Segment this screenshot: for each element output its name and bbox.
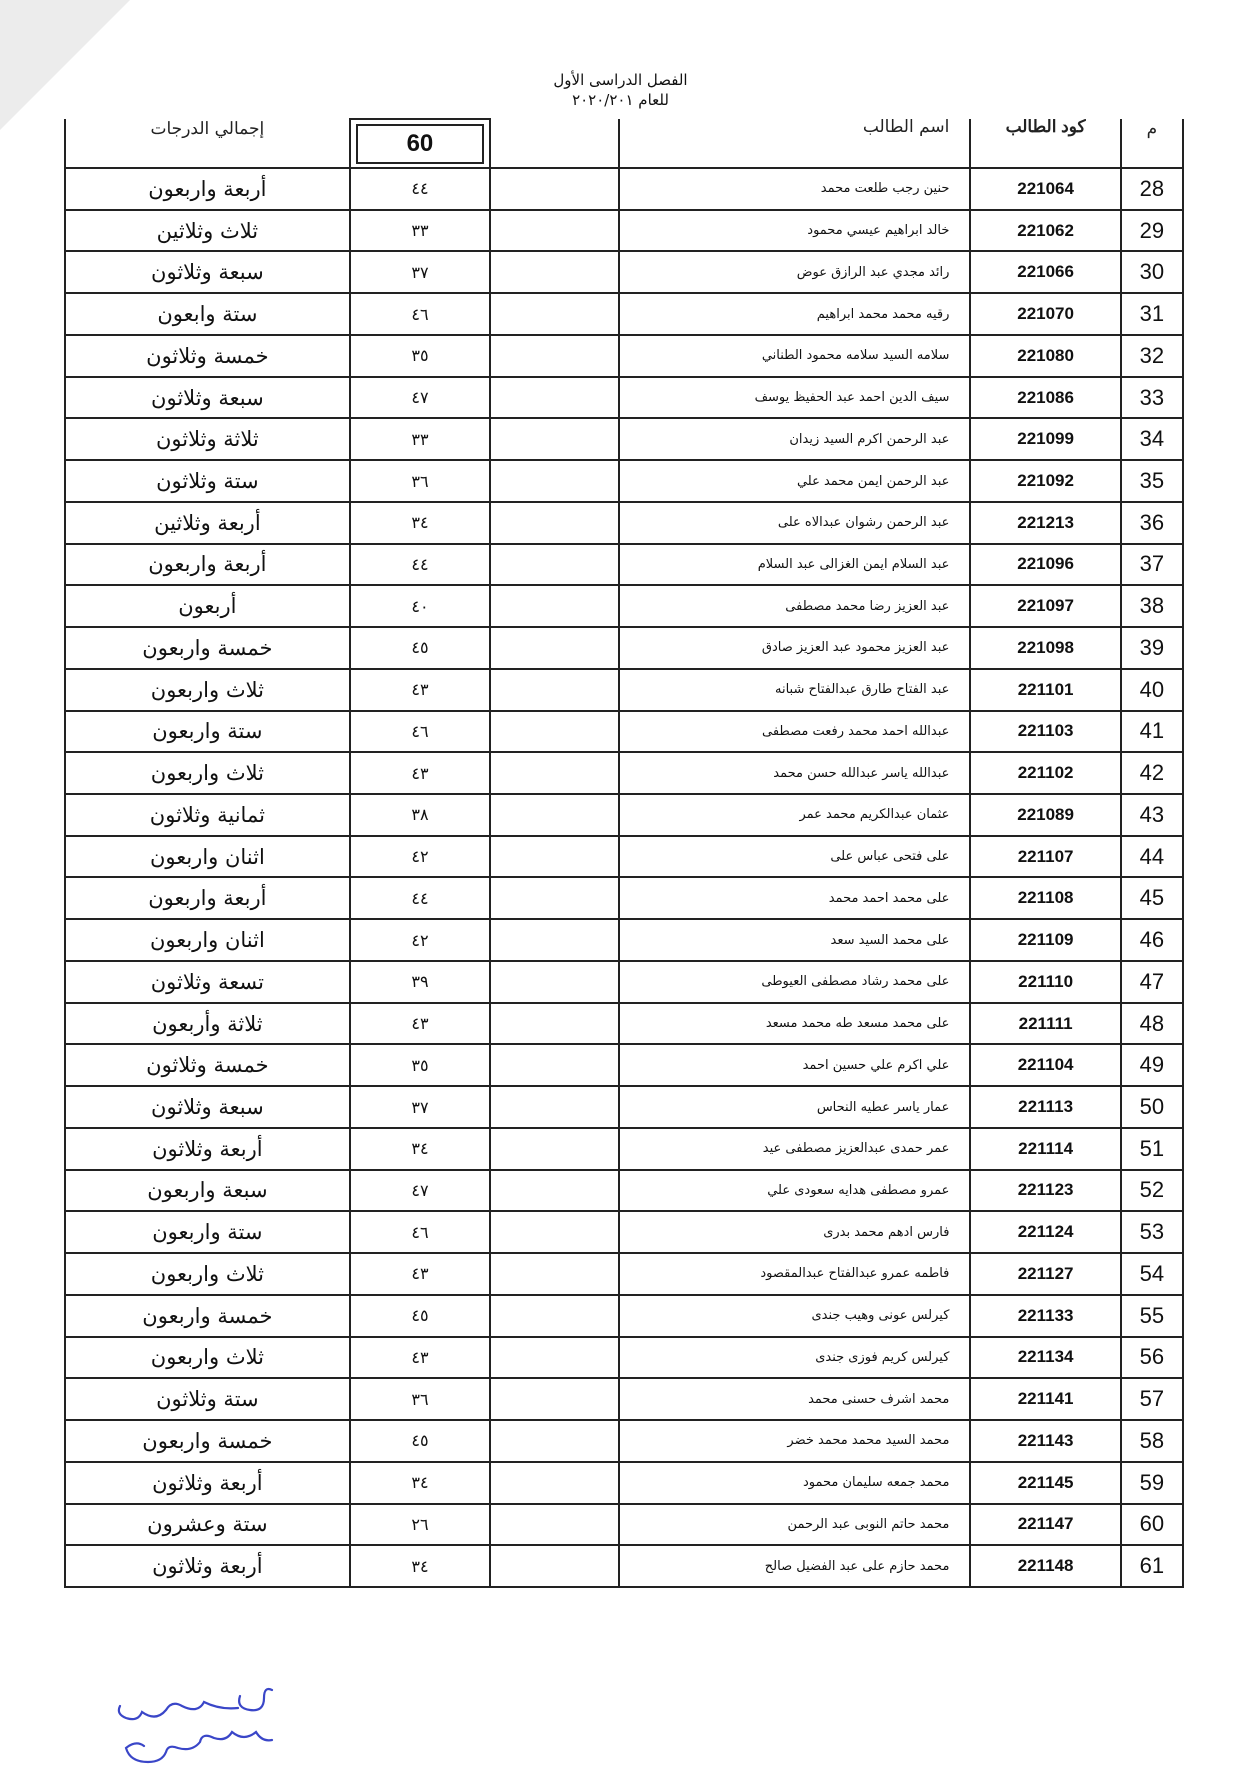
- row-total-words: ثلاث واربعون: [65, 752, 350, 794]
- row-student-code: 221148: [970, 1545, 1120, 1587]
- row-total-words: ستة واربعون: [65, 711, 350, 753]
- row-total-words: خمسة وثلاثون: [65, 335, 350, 377]
- row-serial-number: 34: [1121, 418, 1183, 460]
- row-blank-cell: [490, 168, 619, 210]
- row-student-code: 221086: [970, 377, 1120, 419]
- row-total-grade: ٣٤: [350, 1545, 490, 1587]
- row-blank-cell: [490, 1003, 619, 1045]
- table-row: [65, 752, 1183, 794]
- row-total-grade: ٤٣: [350, 1337, 490, 1379]
- row-serial-number: 46: [1121, 919, 1183, 961]
- row-total-grade: ٣٥: [350, 1044, 490, 1086]
- row-blank-cell: [490, 627, 619, 669]
- row-student-code: 221104: [970, 1044, 1120, 1086]
- row-blank-cell: [490, 711, 619, 753]
- row-student-name: سيف الدين احمد عبد الحفيظ يوسف: [619, 377, 970, 419]
- row-student-name: كيرلس عونى وهيب جندى: [619, 1295, 970, 1337]
- row-total-words: اثنان واربعون: [65, 836, 350, 878]
- row-student-name: علي اكرم علي حسين احمد: [619, 1044, 970, 1086]
- row-blank-cell: [490, 502, 619, 544]
- row-total-words: خمسة واربعون: [65, 627, 350, 669]
- row-serial-number: 38: [1121, 585, 1183, 627]
- row-serial-number: 60: [1121, 1504, 1183, 1546]
- row-student-name: خالد ابراهيم عيسي محمود: [619, 210, 970, 252]
- row-blank-cell: [490, 1462, 619, 1504]
- row-student-name: محمد حازم على عبد الفضيل صالح: [619, 1545, 970, 1587]
- row-blank-cell: [490, 1253, 619, 1295]
- row-blank-cell: [490, 877, 619, 919]
- row-student-code: 221127: [970, 1253, 1120, 1295]
- row-student-code: 221089: [970, 794, 1120, 836]
- row-total-grade: ٤٦: [350, 1211, 490, 1253]
- table-row: [65, 210, 1183, 252]
- table-row: [65, 669, 1183, 711]
- table-row: [65, 1211, 1183, 1253]
- table-row: [65, 293, 1183, 335]
- row-total-grade: ٤٧: [350, 1170, 490, 1212]
- row-total-grade: ٣٧: [350, 1086, 490, 1128]
- row-serial-number: 41: [1121, 711, 1183, 753]
- row-serial-number: 32: [1121, 335, 1183, 377]
- table-row: [65, 961, 1183, 1003]
- table-row: [65, 1462, 1183, 1504]
- row-student-code: 221113: [970, 1086, 1120, 1128]
- row-student-code: 221064: [970, 168, 1120, 210]
- row-total-grade: ٣٩: [350, 961, 490, 1003]
- table-row: [65, 1086, 1183, 1128]
- row-blank-cell: [490, 794, 619, 836]
- row-blank-cell: [490, 418, 619, 460]
- table-row: [65, 836, 1183, 878]
- row-student-name: عبد الفتاح طارق عبدالفتاح شبانه: [619, 669, 970, 711]
- row-serial-number: 36: [1121, 502, 1183, 544]
- row-total-words: ثلاث واربعون: [65, 1253, 350, 1295]
- table-row: [65, 460, 1183, 502]
- row-total-words: خمسة واربعون: [65, 1420, 350, 1462]
- row-serial-number: 37: [1121, 544, 1183, 586]
- row-total-grade: ٣٦: [350, 1378, 490, 1420]
- row-student-code: 221110: [970, 961, 1120, 1003]
- row-total-words: ستة وثلاثون: [65, 460, 350, 502]
- row-total-words: ستة وابعون: [65, 293, 350, 335]
- row-total-words: ستة وعشرون: [65, 1504, 350, 1546]
- header-student-code: كود الطالب: [970, 119, 1120, 168]
- table-row: [65, 627, 1183, 669]
- table-row: [65, 1128, 1183, 1170]
- row-student-name: عمار ياسر عطيه النحاس: [619, 1086, 970, 1128]
- row-blank-cell: [490, 293, 619, 335]
- row-total-words: أربعة وثلاثون: [65, 1462, 350, 1504]
- row-total-grade: ٣٨: [350, 794, 490, 836]
- row-total-grade: ٤٣: [350, 752, 490, 794]
- row-total-words: سبعة وثلاثون: [65, 1086, 350, 1128]
- row-total-words: أربعة واربعون: [65, 877, 350, 919]
- row-student-code: 221062: [970, 210, 1120, 252]
- row-student-name: على محمد السيد سعد: [619, 919, 970, 961]
- row-total-words: ستة واربعون: [65, 1211, 350, 1253]
- table-row: [65, 585, 1183, 627]
- row-total-grade: ٤٣: [350, 1253, 490, 1295]
- row-student-code: 221114: [970, 1128, 1120, 1170]
- row-serial-number: 28: [1121, 168, 1183, 210]
- row-serial-number: 54: [1121, 1253, 1183, 1295]
- row-blank-cell: [490, 544, 619, 586]
- row-student-code: 221111: [970, 1003, 1120, 1045]
- row-student-code: 221070: [970, 293, 1120, 335]
- row-blank-cell: [490, 1044, 619, 1086]
- row-student-name: عبد السلام ايمن الغزالى عبد السلام: [619, 544, 970, 586]
- table-row: [65, 1253, 1183, 1295]
- row-student-code: 221108: [970, 877, 1120, 919]
- row-total-words: ثلاثة وثلاثون: [65, 418, 350, 460]
- row-student-name: عمرو مصطفى هدايه سعودى علي: [619, 1170, 970, 1212]
- table-row: [65, 1545, 1183, 1587]
- table-row: [65, 1295, 1183, 1337]
- row-total-words: اثنان واربعون: [65, 919, 350, 961]
- row-student-code: 221109: [970, 919, 1120, 961]
- page-header: [0, 70, 1241, 110]
- row-student-code: 221103: [970, 711, 1120, 753]
- row-student-code: 221134: [970, 1337, 1120, 1379]
- row-serial-number: 42: [1121, 752, 1183, 794]
- row-total-words: أربعة وثلاثون: [65, 1128, 350, 1170]
- row-student-name: كيرلس كريم فوزى جندى: [619, 1337, 970, 1379]
- row-student-code: 221143: [970, 1420, 1120, 1462]
- table-row: [65, 544, 1183, 586]
- row-serial-number: 29: [1121, 210, 1183, 252]
- row-student-code: 221102: [970, 752, 1120, 794]
- row-blank-cell: [490, 1170, 619, 1212]
- row-student-code: 221096: [970, 544, 1120, 586]
- row-serial-number: 61: [1121, 1545, 1183, 1587]
- row-student-code: 221133: [970, 1295, 1120, 1337]
- row-serial-number: 55: [1121, 1295, 1183, 1337]
- row-serial-number: 45: [1121, 877, 1183, 919]
- row-total-words: سبعة واربعون: [65, 1170, 350, 1212]
- row-blank-cell: [490, 919, 619, 961]
- row-student-code: 221107: [970, 836, 1120, 878]
- row-blank-cell: [490, 1545, 619, 1587]
- row-total-words: ستة وثلاثون: [65, 1378, 350, 1420]
- table-row: [65, 502, 1183, 544]
- row-student-name: عبد الرحمن رشوان عبدالاه على: [619, 502, 970, 544]
- row-blank-cell: [490, 1086, 619, 1128]
- row-student-name: محمد اشرف حسنى محمد: [619, 1378, 970, 1420]
- header-max-score: [350, 119, 490, 168]
- row-serial-number: 58: [1121, 1420, 1183, 1462]
- row-student-name: عبد العزيز رضا محمد مصطفى: [619, 585, 970, 627]
- row-total-words: أربعة وثلاثين: [65, 502, 350, 544]
- row-total-grade: ٣٣: [350, 210, 490, 252]
- row-serial-number: 40: [1121, 669, 1183, 711]
- table-row: [65, 418, 1183, 460]
- row-serial-number: 49: [1121, 1044, 1183, 1086]
- row-blank-cell: [490, 1337, 619, 1379]
- row-blank-cell: [490, 1128, 619, 1170]
- row-blank-cell: [490, 1295, 619, 1337]
- row-total-words: تسعة وثلاثون: [65, 961, 350, 1003]
- table-row: [65, 1420, 1183, 1462]
- row-total-words: ثمانية وثلاثون: [65, 794, 350, 836]
- row-total-grade: ٤٥: [350, 1420, 490, 1462]
- row-student-name: عبد العزيز محمود عبد العزيز صادق: [619, 627, 970, 669]
- row-blank-cell: [490, 335, 619, 377]
- row-blank-cell: [490, 1504, 619, 1546]
- row-blank-cell: [490, 585, 619, 627]
- row-total-grade: ٣٥: [350, 335, 490, 377]
- row-total-words: خمسة وثلاثون: [65, 1044, 350, 1086]
- row-total-grade: ٤٣: [350, 1003, 490, 1045]
- row-student-name: محمد حاتم النوبى عبد الرحمن: [619, 1504, 970, 1546]
- row-total-words: خمسة واربعون: [65, 1295, 350, 1337]
- row-total-grade: ٤٣: [350, 669, 490, 711]
- row-total-words: سبعة وثلاثون: [65, 377, 350, 419]
- row-total-grade: ٣٣: [350, 418, 490, 460]
- row-total-words: ثلاث وثلاثين: [65, 210, 350, 252]
- row-total-words: ثلاث واربعون: [65, 669, 350, 711]
- header-student-name: اسم الطالب: [619, 119, 970, 168]
- row-blank-cell: [490, 377, 619, 419]
- row-student-code: 221213: [970, 502, 1120, 544]
- row-student-code: 221099: [970, 418, 1120, 460]
- row-blank-cell: [490, 669, 619, 711]
- row-serial-number: 47: [1121, 961, 1183, 1003]
- row-student-code: 221080: [970, 335, 1120, 377]
- row-total-grade: ٤٢: [350, 836, 490, 878]
- row-student-name: رقيه محمد محمد ابراهيم: [619, 293, 970, 335]
- row-student-code: 221098: [970, 627, 1120, 669]
- row-serial-number: 59: [1121, 1462, 1183, 1504]
- row-total-words: أربعة واربعون: [65, 544, 350, 586]
- row-total-grade: ٤٢: [350, 919, 490, 961]
- row-total-grade: ٤٠: [350, 585, 490, 627]
- row-serial-number: 43: [1121, 794, 1183, 836]
- row-student-name: محمد السيد محمد محمد خضر: [619, 1420, 970, 1462]
- academic-year: للعام ٢٠٢٠/٢٠١: [572, 91, 669, 109]
- row-blank-cell: [490, 752, 619, 794]
- row-serial-number: 31: [1121, 293, 1183, 335]
- table-row: [65, 1170, 1183, 1212]
- table-row: [65, 1044, 1183, 1086]
- row-student-name: على فتحى عباس على: [619, 836, 970, 878]
- row-total-grade: ٤٥: [350, 627, 490, 669]
- row-serial-number: 53: [1121, 1211, 1183, 1253]
- table-row: [65, 794, 1183, 836]
- row-total-grade: ٤٤: [350, 544, 490, 586]
- row-total-grade: ٣٤: [350, 1128, 490, 1170]
- row-student-code: 221145: [970, 1462, 1120, 1504]
- table-row: [65, 377, 1183, 419]
- row-serial-number: 52: [1121, 1170, 1183, 1212]
- table-row: [65, 711, 1183, 753]
- row-total-grade: ٣٤: [350, 1462, 490, 1504]
- row-blank-cell: [490, 1211, 619, 1253]
- header-total-words: إجمالي الدرجات: [65, 119, 350, 168]
- row-total-words: سبعة وثلاثون: [65, 251, 350, 293]
- row-serial-number: 33: [1121, 377, 1183, 419]
- row-student-name: فارس ادهم محمد بدرى: [619, 1211, 970, 1253]
- row-student-name: عبدالله ياسر عبدالله حسن محمد: [619, 752, 970, 794]
- row-blank-cell: [490, 1420, 619, 1462]
- table-row: [65, 335, 1183, 377]
- row-total-grade: ٤٦: [350, 711, 490, 753]
- row-student-name: عثمان عبدالكريم محمد عمر: [619, 794, 970, 836]
- row-total-words: ثلاث واربعون: [65, 1337, 350, 1379]
- row-total-grade: ٤٧: [350, 377, 490, 419]
- row-student-name: على محمد مسعد طه محمد مسعد: [619, 1003, 970, 1045]
- row-student-code: 221124: [970, 1211, 1120, 1253]
- row-student-name: عبد الرحمن اكرم السيد زيدان: [619, 418, 970, 460]
- row-total-grade: ٣٧: [350, 251, 490, 293]
- max-score-box: 60: [356, 124, 484, 164]
- row-total-words: ثلاثة وأربعون: [65, 1003, 350, 1045]
- row-serial-number: 35: [1121, 460, 1183, 502]
- row-total-grade: ٣٦: [350, 460, 490, 502]
- row-serial-number: 44: [1121, 836, 1183, 878]
- row-total-grade: ٤٥: [350, 1295, 490, 1337]
- row-serial-number: 30: [1121, 251, 1183, 293]
- row-student-code: 221097: [970, 585, 1120, 627]
- row-serial-number: 51: [1121, 1128, 1183, 1170]
- table-header-row: [65, 119, 1183, 168]
- row-total-grade: ٤٦: [350, 293, 490, 335]
- handwritten-signature: [62, 1662, 352, 1792]
- header-serial: م: [1121, 119, 1183, 168]
- row-student-name: رائد مجدي عبد الرازق عوض: [619, 251, 970, 293]
- row-total-grade: ٤٤: [350, 877, 490, 919]
- row-student-code: 221147: [970, 1504, 1120, 1546]
- row-serial-number: 48: [1121, 1003, 1183, 1045]
- table-row: [65, 168, 1183, 210]
- table-row: [65, 251, 1183, 293]
- row-student-code: 221101: [970, 669, 1120, 711]
- row-student-name: فاطمه عمرو عبدالفتاح عبدالمقصود: [619, 1253, 970, 1295]
- table-row: [65, 919, 1183, 961]
- row-serial-number: 56: [1121, 1337, 1183, 1379]
- row-student-name: محمد جمعه سليمان محمود: [619, 1462, 970, 1504]
- row-serial-number: 39: [1121, 627, 1183, 669]
- header-blank-1: [490, 119, 619, 168]
- row-blank-cell: [490, 460, 619, 502]
- row-student-name: على محمد احمد محمد: [619, 877, 970, 919]
- folded-corner: [0, 0, 130, 130]
- row-student-name: على محمد رشاد مصطفى العيوطى: [619, 961, 970, 1003]
- row-student-name: حنين رجب طلعت محمد: [619, 168, 970, 210]
- row-student-name: عمر حمدى عبدالعزيز مصطفى عيد: [619, 1128, 970, 1170]
- table-row: [65, 1337, 1183, 1379]
- row-blank-cell: [490, 251, 619, 293]
- row-blank-cell: [490, 1378, 619, 1420]
- row-student-name: سلامه السيد سلامه محمود الطناني: [619, 335, 970, 377]
- row-total-words: أربعون: [65, 585, 350, 627]
- row-student-code: 221092: [970, 460, 1120, 502]
- row-total-grade: ٢٦: [350, 1504, 490, 1546]
- row-student-name: عبد الرحمن ايمن محمد علي: [619, 460, 970, 502]
- row-serial-number: 57: [1121, 1378, 1183, 1420]
- table-row: [65, 1504, 1183, 1546]
- row-total-grade: ٣٤: [350, 502, 490, 544]
- table-row: [65, 877, 1183, 919]
- grades-table: [64, 118, 1184, 1588]
- row-serial-number: 50: [1121, 1086, 1183, 1128]
- row-total-words: أربعة واربعون: [65, 168, 350, 210]
- row-blank-cell: [490, 210, 619, 252]
- row-total-grade: ٤٤: [350, 168, 490, 210]
- row-student-code: 221141: [970, 1378, 1120, 1420]
- row-student-code: 221066: [970, 251, 1120, 293]
- row-student-code: 221123: [970, 1170, 1120, 1212]
- row-student-name: عبدالله احمد محمد رفعت مصطفى: [619, 711, 970, 753]
- row-total-words: أربعة وثلاثون: [65, 1545, 350, 1587]
- semester-title: الفصل الدراسى الأول: [553, 71, 688, 89]
- row-blank-cell: [490, 961, 619, 1003]
- row-blank-cell: [490, 836, 619, 878]
- table-row: [65, 1003, 1183, 1045]
- table-row: [65, 1378, 1183, 1420]
